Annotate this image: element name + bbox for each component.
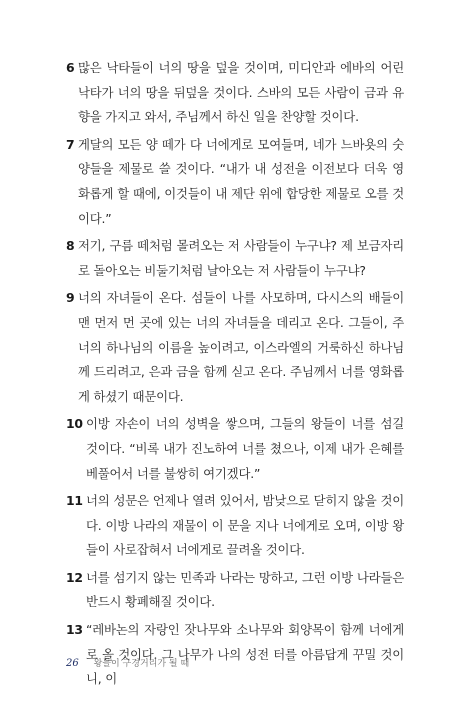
verse-number: 12: [66, 569, 83, 585]
verse-text: 너의 자녀들이 온다. 섬들이 나를 사모하며, 다시스의 배들이 맨 먼저 먼 곳에 있는 너의 자녀들을 데리고 온다. 그들이, 주 너의 하나님의 이름을 높이려고, 이스라엘의 거룩하신 하나님께 드리려고, 은과 금을 함께 싣고 온다. 주님께서 너를 영화롭게 하셨기 때문이다.: [78, 290, 404, 404]
verse-text: 너의 성문은 언제나 열려 있어서, 밤낮으로 닫히지 않을 것이다. 이방 나라의 재물이 이 문을 지나 너에게로 오며, 이방 왕들이 사로잡혀서 너에게로 끌려올 것이다.: [86, 493, 404, 558]
verse-11: [66, 489, 404, 563]
verse-text: 많은 낙타들이 너의 땅을 덮을 것이며, 미디안과 에바의 어린 낙타가 너의 땅을 뒤덮을 것이다. 스바의 모든 사람이 금과 유향을 가지고 와서, 주님께서 하신 일을 찬양할 것이다.: [78, 60, 404, 125]
page-footer: [66, 656, 189, 669]
verse-10: [66, 412, 404, 486]
verse-text: 너를 섬기지 않는 민족과 나라는 망하고, 그런 이방 나라들은 반드시 황폐해질 것이다.: [86, 569, 404, 610]
verse-text: 게달의 모든 양 떼가 다 너에게로 모여들며, 네가 느바욧의 숫양들을 제물로 쓸 것이다. “내가 내 성전을 이전보다 더욱 영화롭게 할 때에, 이것들이 내 제단 위에 합당한 제물로 오를 것이다.”: [78, 136, 404, 226]
page-number: 26: [66, 658, 79, 669]
verse-number: 7: [66, 136, 75, 152]
verse-9: [66, 286, 404, 409]
running-title: 왕들이 구경거리가 될 때: [93, 659, 190, 669]
verse-number: 9: [66, 290, 75, 306]
verse-12: [66, 566, 404, 615]
verse-number: 6: [66, 60, 75, 75]
verse-6: [66, 56, 404, 130]
verse-8: [66, 234, 404, 283]
verse-text: 저기, 구름 떼처럼 몰려오는 저 사람들이 누구냐? 제 보금자리로 돌아오는 비둘기처럼 날아오는 저 사람들이 누구냐?: [78, 238, 404, 278]
verse-7: [66, 133, 404, 231]
verse-list: [66, 56, 404, 695]
verse-text: “레바논의 자랑인 잣나무와 소나무와 회양목이 함께 너에게로 올 것이다. 그 나무가 나의 성전 터를 아름답게 꾸밀 것이니, 이: [86, 622, 404, 687]
verse-number: 11: [66, 493, 83, 509]
verse-number: 8: [66, 238, 75, 254]
verse-text: 이방 자손이 너의 성벽을 쌓으며, 그들의 왕들이 너를 섬길 것이다. “비록 내가 진노하여 너를 쳤으나, 이제 내가 은혜를 베풀어서 너를 불쌍히 여기겠다.”: [86, 416, 404, 481]
verse-13: [66, 618, 404, 692]
verse-number: 10: [66, 416, 83, 432]
verse-number: 13: [66, 622, 83, 638]
